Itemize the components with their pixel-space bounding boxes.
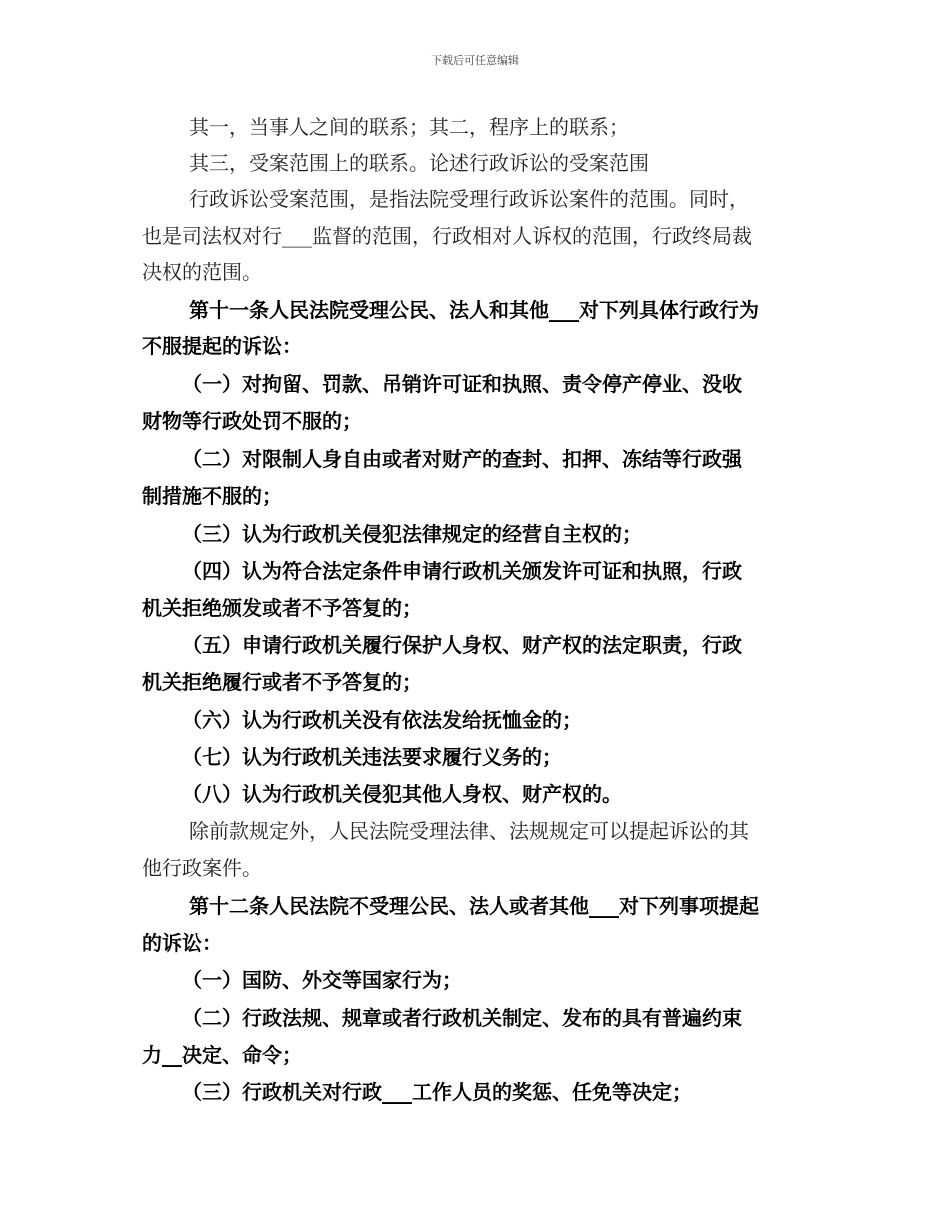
list-item: （四）认为符合法定条件申请行政机关颁发许可证和执照，行政 <box>182 559 742 583</box>
list-item: （一）国防、外交等国家行为； <box>182 968 462 992</box>
text-line: 他行政案件。 <box>142 856 262 880</box>
text-line: 其一，当事人之间的联系；其二，程序上的联系； <box>189 115 629 139</box>
list-item: （六）认为行政机关没有依法发给抚恤金的； <box>182 708 582 732</box>
text-line: 除前款规定外，人民法院受理法律、法规规定可以提起诉讼的其 <box>189 819 749 843</box>
list-item: （三）行政机关对行政___工作人员的奖惩、任免等决定； <box>182 1080 692 1104</box>
text-line: 的诉讼： <box>142 931 222 955</box>
list-item: （二）行政法规、规章或者行政机关制定、发布的具有普遍约束 <box>182 1006 742 1030</box>
text-line: 财物等行政处罚不服的； <box>142 409 362 433</box>
list-item: （二）对限制人身自由或者对财产的查封、扣押、冻结等行政强 <box>182 447 742 471</box>
article-11-heading: 第十一条人民法院受理公民、法人和其他___对下列具体行政行为 <box>189 298 759 322</box>
list-item: （七）认为行政机关违法要求履行义务的； <box>182 745 562 769</box>
text-line: 不服提起的诉讼： <box>142 334 302 358</box>
list-item: （一）对拘留、罚款、吊销许可证和执照、责令停产停业、没收 <box>182 372 742 396</box>
text-line: 力__决定、命令； <box>142 1043 302 1067</box>
list-item: （五）申请行政机关履行保护人身权、财产权的法定职责，行政 <box>182 633 742 657</box>
text-line: 也是司法权对行___监督的范围，行政相对人诉权的范围，行政终局裁 <box>142 224 752 248</box>
article-12-heading: 第十二条人民法院不受理公民、法人或者其他___对下列事项提起 <box>189 894 759 918</box>
page-header: 下载后可任意编辑 <box>431 54 519 67</box>
text-line: 其三，受案范围上的联系。论述行政诉讼的受案范围 <box>189 151 649 175</box>
text-line: 行政诉讼受案范围，是指法院受理行政诉讼案件的范围。同时， <box>189 187 749 211</box>
list-item: （三）认为行政机关侵犯法律规定的经营自主权的； <box>182 522 642 546</box>
text-line: 决权的范围。 <box>142 260 262 284</box>
text-line: 机关拒绝颁发或者不予答复的； <box>142 596 422 620</box>
list-item: （八）认为行政机关侵犯其他人身权、财产权的。 <box>182 782 622 806</box>
text-line: 制措施不服的； <box>142 484 282 508</box>
text-line: 机关拒绝履行或者不予答复的； <box>142 670 422 694</box>
